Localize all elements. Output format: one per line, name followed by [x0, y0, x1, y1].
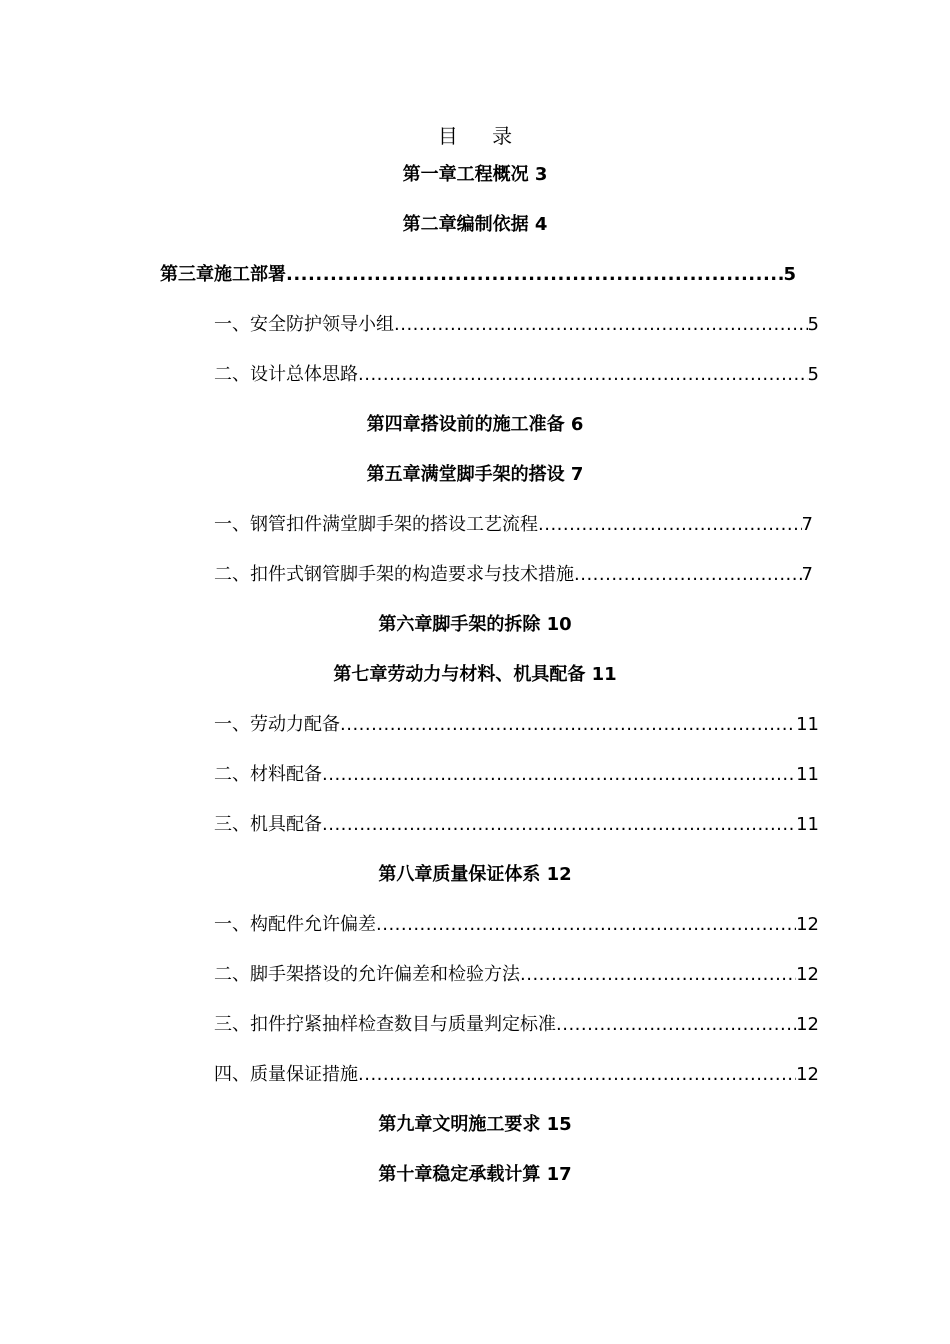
toc-page-number: 12	[796, 914, 819, 935]
toc-section[interactable]	[214, 1010, 819, 1040]
toc-leader-dots	[574, 560, 802, 590]
toc-section-label: 二、脚手架搭设的允许偏差和检验方法	[214, 964, 520, 985]
toc-leader-dots	[556, 1010, 796, 1040]
toc-chapter-label: 第五章满堂脚手架的搭设	[366, 464, 565, 485]
toc-chapter-label: 第四章搭设前的施工准备	[366, 414, 565, 435]
toc-leader-dots	[340, 710, 796, 740]
toc-page-number: 17	[546, 1164, 572, 1185]
toc-chapter-4[interactable]	[0, 410, 950, 440]
toc-section[interactable]	[214, 910, 819, 940]
toc-section[interactable]	[214, 1060, 819, 1090]
toc-section-label: 三、机具配备	[214, 814, 322, 835]
toc-chapter-7[interactable]	[0, 660, 950, 690]
toc-page-number: 4	[534, 214, 548, 235]
toc-chapter-label: 第九章文明施工要求	[378, 1114, 541, 1135]
toc-leader-dots	[358, 360, 808, 390]
toc-page-number: 5	[783, 264, 796, 285]
toc-leader-dots	[322, 760, 796, 790]
toc-section-label: 一、构配件允许偏差	[214, 914, 376, 935]
toc-page-number: 11	[796, 814, 819, 835]
toc-section[interactable]	[214, 960, 819, 990]
toc-page-number: 12	[546, 864, 572, 885]
toc-section-label: 一、钢管扣件满堂脚手架的搭设工艺流程	[214, 514, 538, 535]
toc-page-number: 7	[570, 464, 584, 485]
toc-page-number: 5	[807, 314, 819, 335]
toc-chapter-8[interactable]	[0, 860, 950, 890]
toc-section[interactable]	[214, 360, 819, 390]
toc-page-number: 11	[796, 764, 819, 785]
toc-leader-dots	[394, 310, 808, 340]
toc-page-number: 12	[796, 1064, 819, 1085]
toc-page-number: 7	[801, 564, 813, 585]
toc-chapter-1[interactable]	[0, 160, 950, 190]
toc-section[interactable]	[214, 760, 819, 790]
toc-leader-dots	[322, 810, 796, 840]
toc-page-number: 5	[807, 364, 819, 385]
toc-page-number: 15	[546, 1114, 572, 1135]
toc-page-number: 3	[534, 164, 548, 185]
toc-page-number: 12	[796, 964, 819, 985]
toc-page-number: 12	[796, 1014, 819, 1035]
toc-chapter-label: 第十章稳定承载计算	[378, 1164, 541, 1185]
toc-page-number: 11	[591, 664, 617, 685]
toc-leader-dots	[520, 960, 796, 990]
toc-page-number: 7	[801, 514, 813, 535]
toc-leader-dots	[376, 910, 796, 940]
toc-chapter-label: 第六章脚手架的拆除	[378, 614, 541, 635]
toc-section-label: 二、材料配备	[214, 764, 322, 785]
toc-section-label: 二、扣件式钢管脚手架的构造要求与技术措施	[214, 564, 574, 585]
toc-chapter-label: 第二章编制依据	[402, 214, 529, 235]
toc-chapter-label: 第三章施工部署	[160, 264, 286, 285]
toc-section[interactable]	[214, 310, 819, 340]
toc-section[interactable]	[214, 560, 813, 590]
toc-chapter-label: 第八章质量保证体系	[378, 864, 541, 885]
toc-chapter-3[interactable]	[160, 260, 796, 290]
toc-section-label: 二、设计总体思路	[214, 364, 358, 385]
toc-chapter-2[interactable]	[0, 210, 950, 240]
toc-leader-dots	[358, 1060, 796, 1090]
toc-title: 目 录	[437, 124, 527, 148]
toc-page-number: 6	[570, 414, 584, 435]
toc-chapter-label: 第七章劳动力与材料、机具配备	[333, 664, 586, 685]
toc-page-number: 11	[796, 714, 819, 735]
toc-section[interactable]	[214, 710, 819, 740]
toc-chapter-6[interactable]	[0, 610, 950, 640]
toc-chapter-10[interactable]	[0, 1160, 950, 1190]
toc-chapter-label: 第一章工程概况	[402, 164, 529, 185]
toc-section-label: 一、劳动力配备	[214, 714, 340, 735]
toc-chapter-5[interactable]	[0, 460, 950, 490]
toc-leader-dots	[286, 260, 783, 290]
toc-page-number: 10	[546, 614, 572, 635]
toc-chapter-9[interactable]	[0, 1110, 950, 1140]
toc-section-label: 一、安全防护领导小组	[214, 314, 394, 335]
toc-section-label: 四、质量保证措施	[214, 1064, 358, 1085]
toc-section[interactable]	[214, 810, 819, 840]
toc-section-label: 三、扣件拧紧抽样检查数目与质量判定标准	[214, 1014, 556, 1035]
toc-section[interactable]	[214, 510, 813, 540]
toc-leader-dots	[538, 510, 802, 540]
